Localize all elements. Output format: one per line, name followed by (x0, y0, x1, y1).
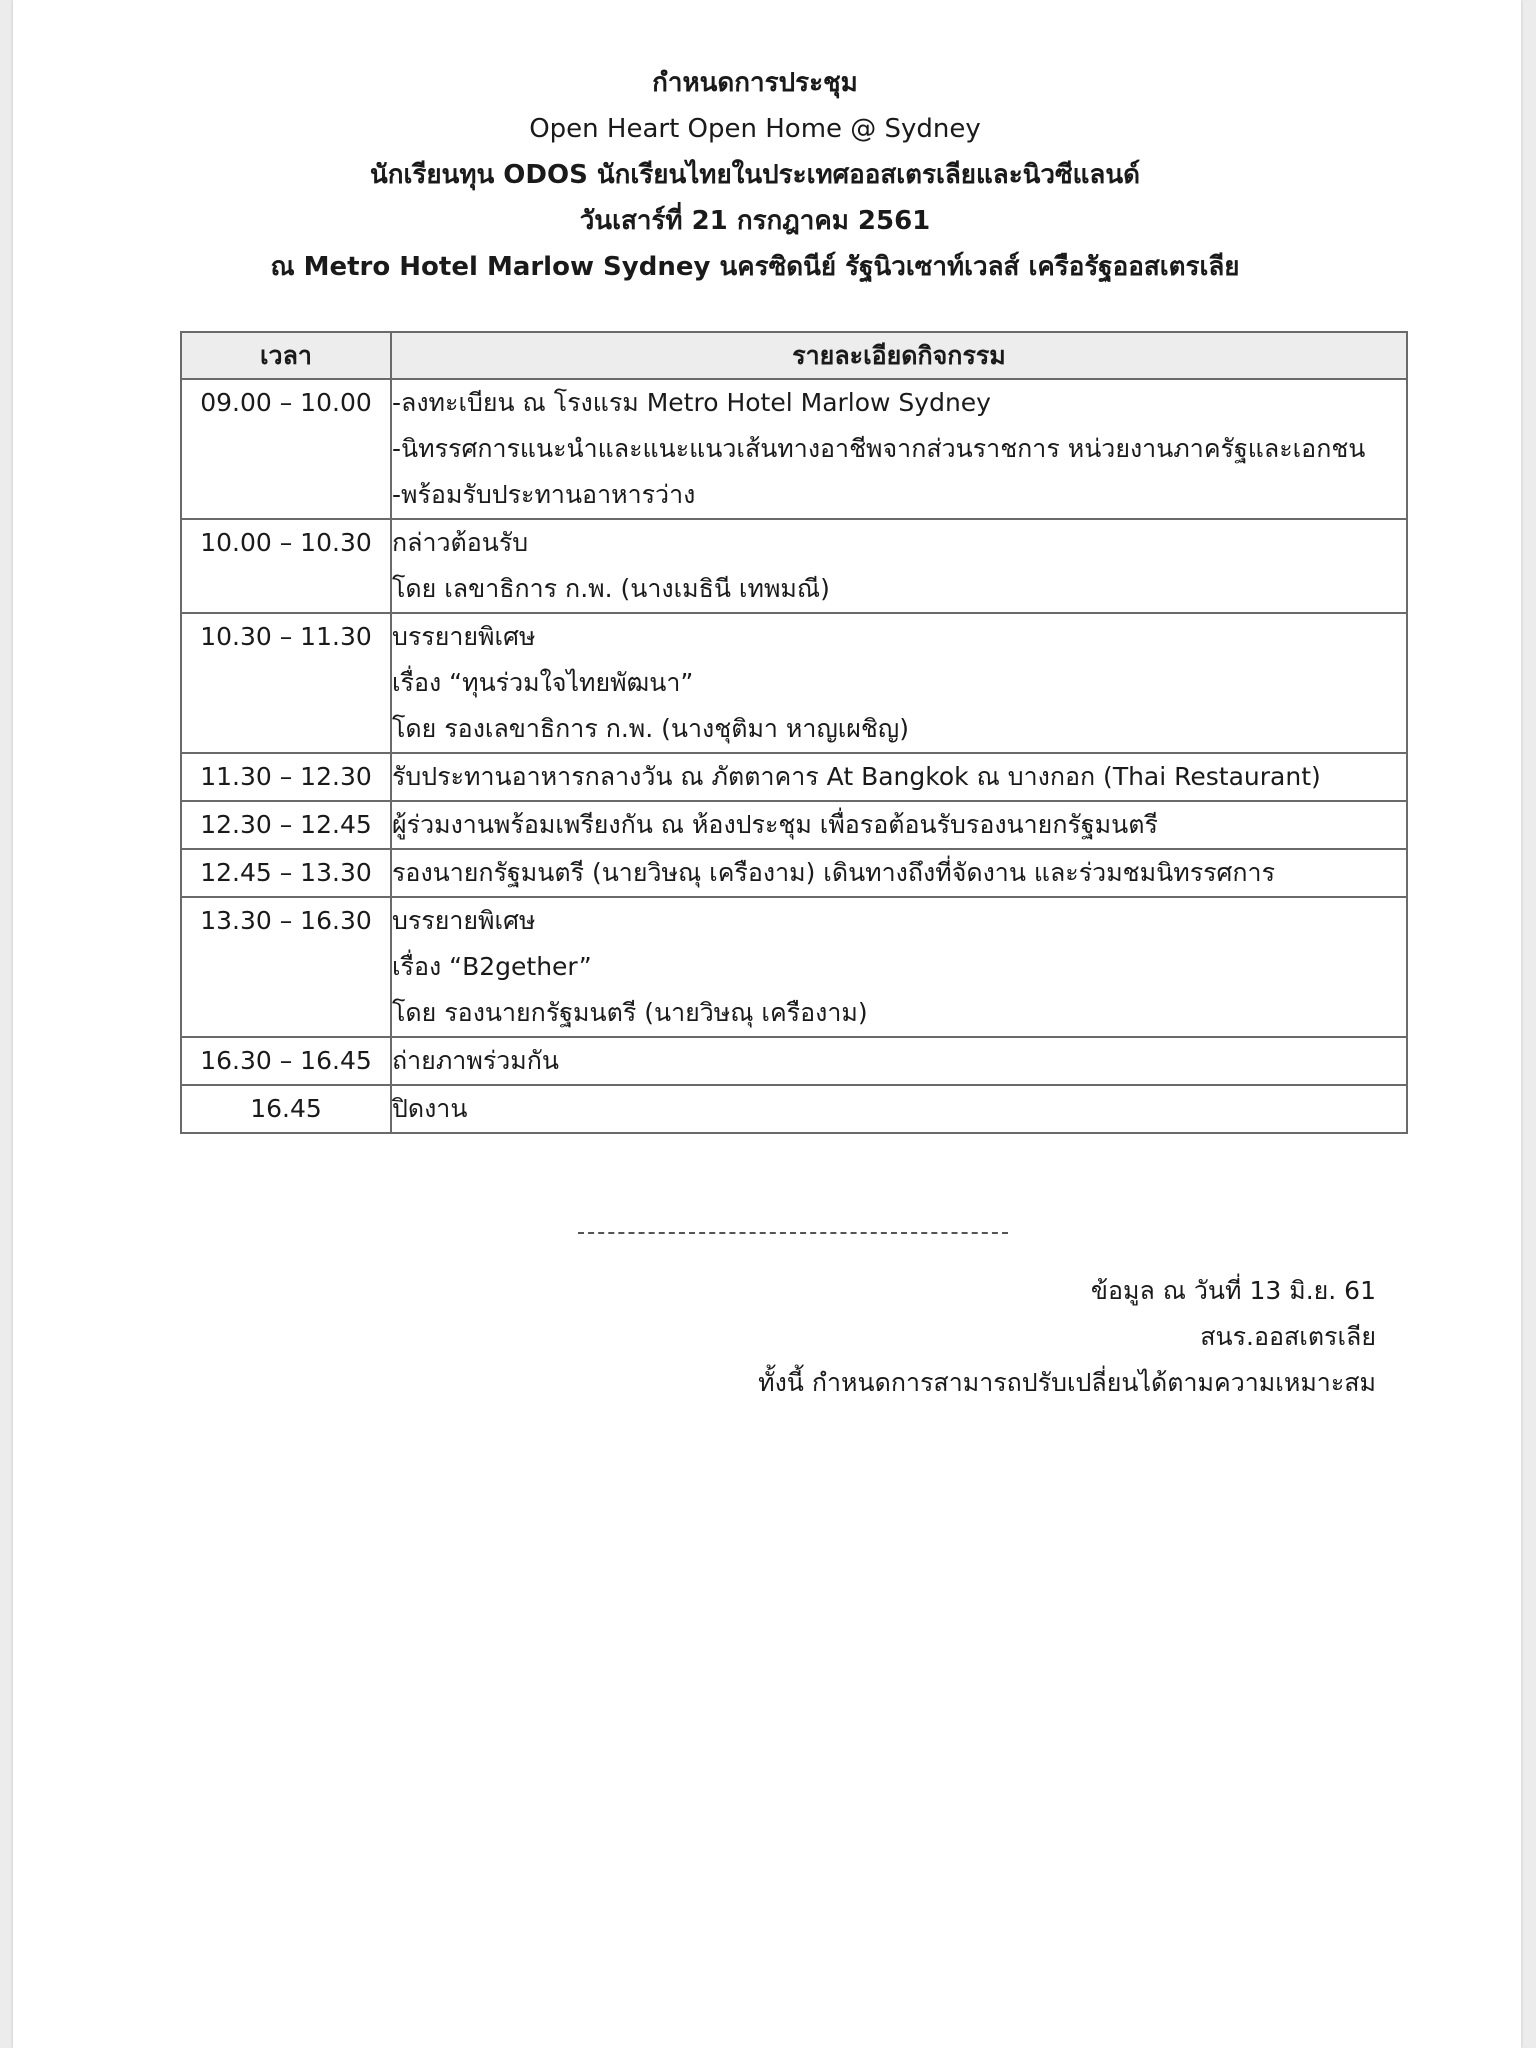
schedule-detail-line: -ลงทะเบียน ณ โรงแรม Metro Hotel Marlow Sydney (392, 388, 991, 417)
table-row (181, 613, 1407, 753)
schedule-detail-line: ปิดงาน (392, 1094, 468, 1123)
schedule-detail-line: กล่าวต้อนรับ (392, 528, 529, 557)
schedule-time: 12.45 – 13.30 (181, 849, 391, 897)
document-footer (758, 1268, 1376, 1406)
schedule-detail-line: บรรยายพิเศษ (392, 622, 536, 651)
schedule-detail (391, 1085, 1407, 1133)
document-header (13, 60, 1497, 290)
schedule-time: 16.45 (181, 1085, 391, 1133)
schedule-detail-line: -นิทรรศการแนะนำและแนะแนวเส้นทางอาชีพจากส่วนราชการ หน่วยงานภาครัฐและเอกชน (392, 434, 1366, 463)
header-venue: ณ Metro Hotel Marlow Sydney นครซิดนีย์ รัฐนิวเซาท์เวลส์ เครือรัฐออสเตรเลีย (270, 252, 1240, 282)
schedule-detail-line: รับประทานอาหารกลางวัน ณ ภัตตาคาร At Bangkok ณ บางกอก (Thai Restaurant) (392, 762, 1321, 791)
separator-line (578, 1232, 1008, 1234)
table-row (181, 753, 1407, 801)
schedule-detail-line: รองนายกรัฐมนตรี (นายวิษณุ เครืองาม) เดินทางถึงที่จัดงาน และร่วมชมนิทรรศการ (392, 858, 1276, 887)
table-row (181, 1037, 1407, 1085)
footer-data-date: ข้อมูล ณ วันที่ 13 มิ.ย. 61 (1090, 1276, 1376, 1305)
schedule-detail (391, 519, 1407, 613)
schedule-detail (391, 1037, 1407, 1085)
schedule-detail (391, 849, 1407, 897)
schedule-detail-line: ผู้ร่วมงานพร้อมเพรียงกัน ณ ห้องประชุม เพื่อรอต้อนรับรองนายกรัฐมนตรี (392, 810, 1158, 839)
schedule-detail (391, 753, 1407, 801)
schedule-detail-line: บรรยายพิเศษ (392, 906, 536, 935)
header-event-name: Open Heart Open Home @ Sydney (529, 114, 981, 144)
schedule-time: 10.30 – 11.30 (181, 613, 391, 753)
schedule-detail-line: โดย รองเลขาธิการ ก.พ. (นางชุติมา หาญเผชิญ) (392, 714, 909, 743)
header-audience: นักเรียนทุน ODOS นักเรียนไทยในประเทศออสเตรเลียและนิวซีแลนด์ (369, 160, 1141, 190)
schedule-detail (391, 613, 1407, 753)
schedule-time: 11.30 – 12.30 (181, 753, 391, 801)
schedule-table (180, 331, 1408, 1134)
table-row (181, 379, 1407, 519)
table-header-row (181, 332, 1407, 379)
table-row (181, 519, 1407, 613)
header-date: วันเสาร์ที่ 21 กรกฎาคม 2561 (579, 206, 931, 236)
schedule-detail (391, 801, 1407, 849)
header-title: กำหนดการประชุม (652, 68, 858, 98)
schedule-detail-line: เรื่อง “B2gether” (392, 952, 592, 981)
schedule-time: 09.00 – 10.00 (181, 379, 391, 519)
table-row (181, 897, 1407, 1037)
schedule-detail-line: ถ่ายภาพร่วมกัน (392, 1046, 559, 1075)
schedule-time: 12.30 – 12.45 (181, 801, 391, 849)
schedule-detail-line: โดย เลขาธิการ ก.พ. (นางเมธินี เทพมณี) (392, 574, 830, 603)
table-row (181, 1085, 1407, 1133)
schedule-time: 13.30 – 16.30 (181, 897, 391, 1037)
schedule-detail (391, 897, 1407, 1037)
schedule-time: 10.00 – 10.30 (181, 519, 391, 613)
schedule-time: 16.30 – 16.45 (181, 1037, 391, 1085)
footer-office: สนร.ออสเตรเลีย (1200, 1322, 1376, 1351)
table-row (181, 801, 1407, 849)
footer-note: ทั้งนี้ กำหนดการสามารถปรับเปลี่ยนได้ตามความเหมาะสม (758, 1368, 1376, 1397)
column-header-time: เวลา (181, 332, 391, 379)
schedule-detail (391, 379, 1407, 519)
column-header-detail: รายละเอียดกิจกรรม (391, 332, 1407, 379)
schedule-detail-line: -พร้อมรับประทานอาหารว่าง (392, 480, 696, 509)
document-page (13, 0, 1521, 2048)
schedule-detail-line: เรื่อง “ทุนร่วมใจไทยพัฒนา” (392, 668, 694, 697)
schedule-detail-line: โดย รองนายกรัฐมนตรี (นายวิษณุ เครืองาม) (392, 998, 868, 1027)
table-row (181, 849, 1407, 897)
